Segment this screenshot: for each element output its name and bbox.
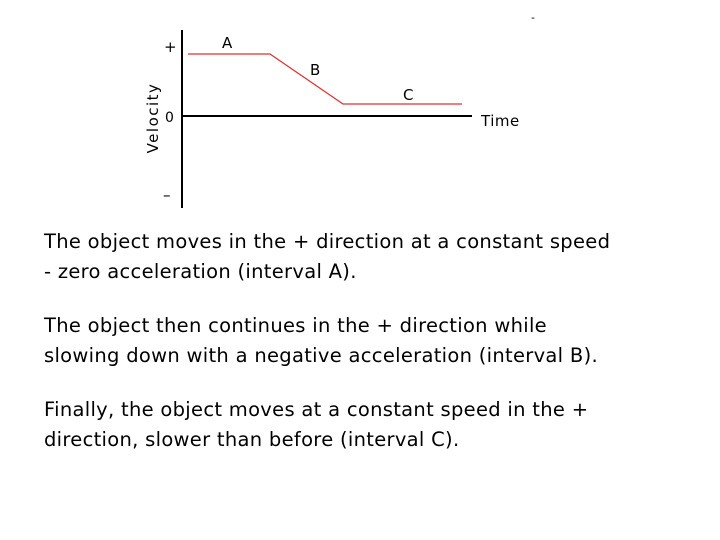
caption-interval-b: The object then continues in the + direction while slowing down with a negative acceleration (interval B). xyxy=(44,314,598,367)
tick-minus: – xyxy=(163,186,171,204)
tick-plus: + xyxy=(164,38,177,56)
interval-label-a: A xyxy=(222,34,233,52)
caption-list xyxy=(44,227,704,479)
velocity-line xyxy=(188,54,462,104)
tick-zero: 0 xyxy=(165,110,174,126)
y-axis-label: Velocity xyxy=(144,82,162,154)
x-axis-label: Time xyxy=(481,112,520,130)
caption-interval-a: The object moves in the + direction at a constant speed - zero acceleration (interval A). xyxy=(44,230,611,283)
velocity-time-graph xyxy=(0,0,720,215)
interval-label-b: B xyxy=(310,61,321,79)
corner-mark: - xyxy=(531,11,535,24)
caption-interval-c: Finally, the object moves at a constant speed in the + direction, slower than before (interval C). xyxy=(44,398,589,451)
interval-label-c: C xyxy=(403,86,414,104)
